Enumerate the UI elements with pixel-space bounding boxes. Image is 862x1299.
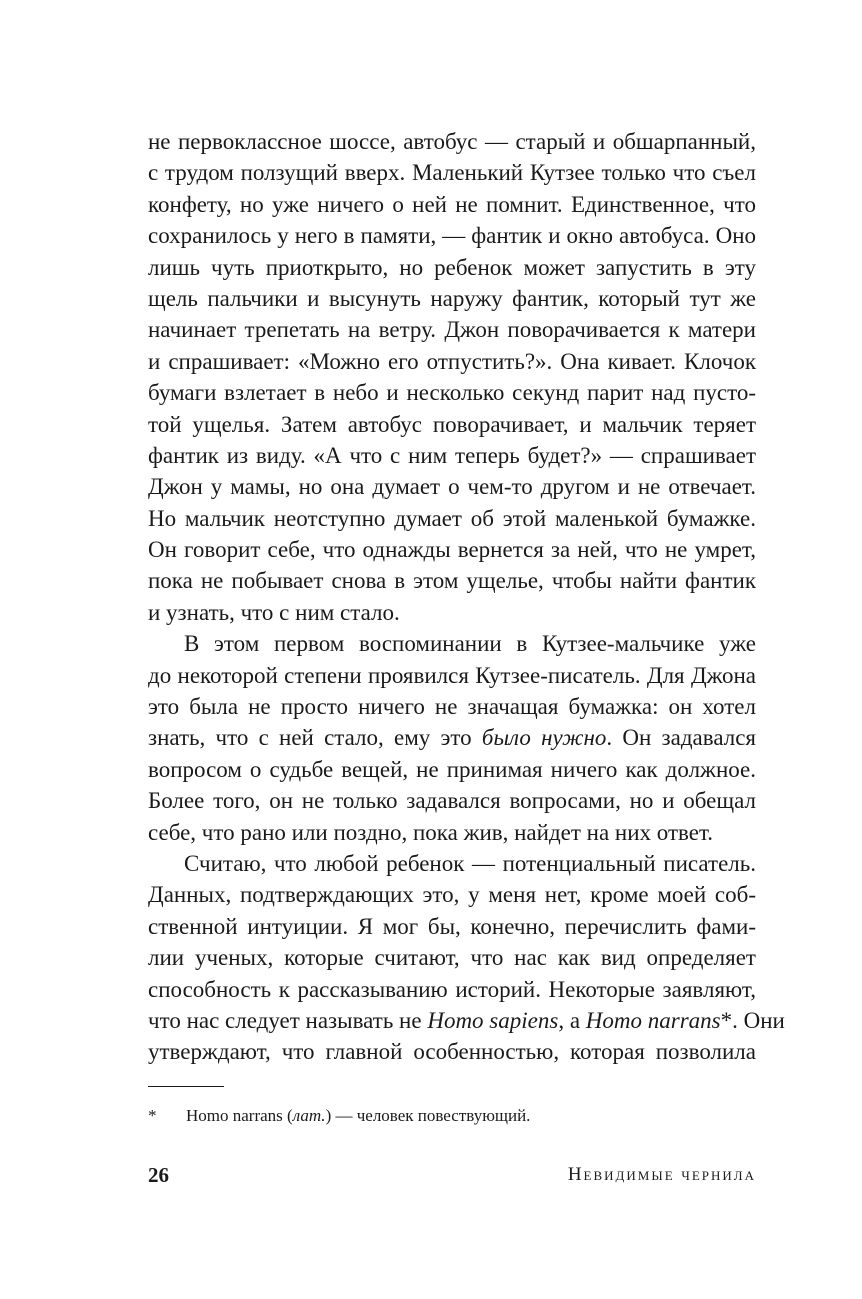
text-segment: до некоторой степени проявился Кутзее-писатель. Для Джона: [148, 662, 756, 688]
footnote-paren: (: [282, 1106, 293, 1125]
text-segment: это была не просто ничего не значащая бумажка: он хотел: [148, 694, 756, 720]
text-segment: пока не побывает снова в этом ущелье, чтобы найти фантик: [148, 568, 756, 594]
text-line: [148, 189, 756, 220]
text-line: [148, 314, 756, 345]
text-segment: и узнать, что с ним стало.: [148, 599, 400, 625]
text-line: [148, 252, 756, 283]
text-segment: *. Они: [720, 1007, 785, 1033]
footnote-divider: [148, 1086, 224, 1087]
text-segment: сохранилось у него в памяти, — фантик и окно автобуса. Оно: [148, 223, 756, 249]
text-line: [148, 157, 756, 188]
text-line: [148, 848, 756, 879]
page-number: 26: [148, 1163, 169, 1187]
text-segment: начинает трепетать на ветру. Джон поворачивается к матери: [148, 317, 756, 343]
text-segment: Джон у мамы, но она думает о чем-то другом и не отвечает.: [148, 474, 756, 500]
body-text: [148, 126, 785, 1068]
italic-text: было нужно: [481, 725, 607, 751]
text-line: [148, 722, 756, 753]
text-line: [148, 1005, 785, 1036]
text-segment: лишь чуть приоткрыто, но ребенок может запустить в эту: [148, 254, 756, 280]
text-line: [148, 785, 756, 816]
text-segment: ственной интуиции. Я мог бы, конечно, перечислить фами-: [148, 913, 756, 939]
text-line: [148, 440, 756, 471]
text-segment: вопросом о судьбе вещей, не принимая ничего как должное.: [148, 756, 756, 782]
text-line: [148, 283, 756, 314]
text-line: [148, 879, 756, 910]
text-segment: Считаю, что любой ребенок — потенциальный писатель.: [184, 850, 756, 876]
text-segment: знать, что с ней стало, ему это: [148, 725, 482, 751]
text-line: [148, 628, 756, 659]
text-line: [148, 377, 756, 408]
footnote: [148, 1105, 530, 1127]
text-segment: что нас следует называть не: [148, 1007, 428, 1033]
footnote-abbr: лат.: [292, 1106, 326, 1125]
text-line: [148, 691, 756, 722]
text-segment: Более того, он не только задавался вопросами, но и обещал: [148, 788, 756, 814]
text-segment: Но мальчик неотступно думает об этой маленькой бумажке.: [148, 505, 756, 531]
text-segment: фантик из виду. «А что с ним теперь будет?» — спрашивает: [148, 442, 756, 468]
text-segment: с трудом ползущий вверх. Маленький Кутзее только что съел: [148, 160, 756, 186]
text-line: [148, 597, 756, 628]
text-segment: способность к рассказыванию историй. Некоторые заявляют,: [148, 976, 756, 1002]
text-segment: бумаги взлетает в небо и несколько секунд парит над пусто-: [148, 380, 756, 406]
text-line: [148, 974, 756, 1005]
text-line: [148, 126, 756, 157]
text-segment: Он говорит себе, что однажды вернется за ней, что не умрет,: [148, 537, 756, 563]
text-line: [148, 1036, 756, 1067]
text-line: [148, 942, 756, 973]
text-line: [148, 220, 756, 251]
text-line: [148, 534, 756, 565]
footnote-term: Homo narrans: [186, 1106, 283, 1125]
text-segment: конфету, но уже ничего о ней не помнит. Единственное, что: [148, 191, 756, 217]
text-segment: и спрашивает: «Можно его отпустить?». Она кивает. Клочок: [148, 348, 756, 374]
text-segment: лии ученых, которые считают, что нас как вид определяет: [148, 945, 756, 971]
text-line: [148, 754, 756, 785]
footnote-mark: *: [148, 1106, 157, 1125]
italic-text: Homo sapiens: [427, 1007, 559, 1033]
text-line: [148, 660, 756, 691]
text-segment: , а: [558, 1007, 586, 1033]
text-segment: Данных, подтверждающих это, у меня нет, кроме моей соб-: [148, 882, 756, 908]
text-segment: себе, что рано или поздно, пока жив, найдет на них ответ.: [148, 819, 714, 845]
text-line: [148, 565, 756, 596]
footnote-text: ) — человек повествующий.: [325, 1106, 531, 1125]
text-segment: утверждают, что главной особенностью, которая позволила: [148, 1039, 756, 1065]
text-line: [148, 471, 756, 502]
text-line: [148, 911, 756, 942]
text-segment: той ущелья. Затем автобус поворачивает, и мальчик теряет: [148, 411, 756, 437]
text-segment: В этом первом воспоминании в Кутзее-мальчике уже: [184, 631, 756, 657]
text-line: [148, 817, 756, 848]
text-segment: не первоклассное шоссе, автобус — старый и обшарпанный,: [148, 129, 756, 154]
running-title: Невидимые чернила: [567, 1164, 756, 1185]
italic-text: Homo narrans: [585, 1007, 721, 1033]
text-segment: . Он задавался: [606, 725, 756, 751]
text-line: [148, 503, 756, 534]
text-line: [148, 346, 756, 377]
text-segment: щель пальчики и высунуть наружу фантик, который тут же: [148, 285, 756, 311]
text-line: [148, 409, 756, 440]
